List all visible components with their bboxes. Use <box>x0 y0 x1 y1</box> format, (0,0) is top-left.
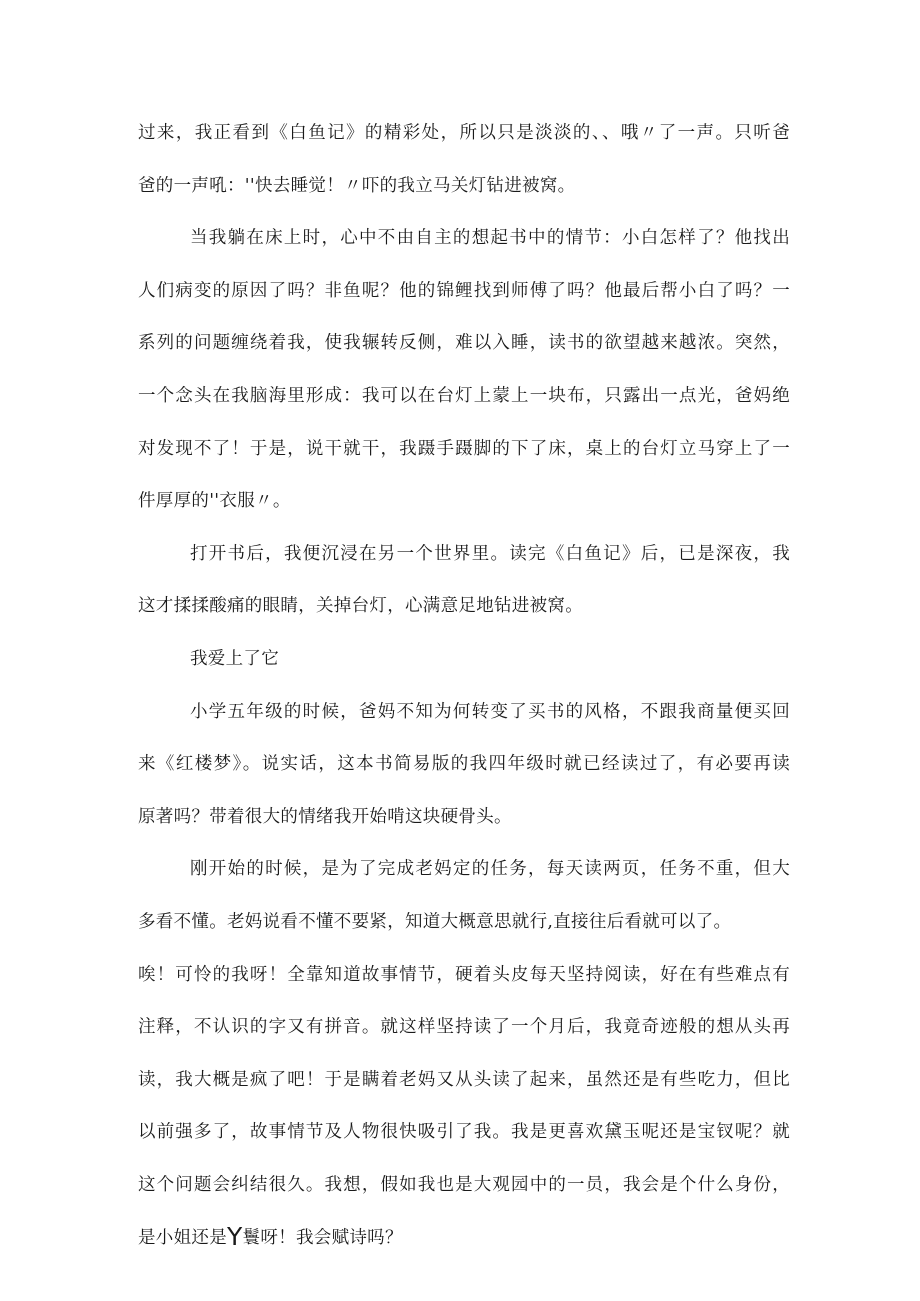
text-line: 人们病变的原因了吗？非鱼呢？他的锦鲤找到师傅了吗？他最后帮小白了吗？一 <box>138 280 790 301</box>
paragraph-first-line: 打开书后，我便沉浸在另一个世界里。读完《白鱼记》后，已是深夜，我 <box>190 543 790 564</box>
final-line-after: 鬟呀！我会赋诗吗？ <box>242 1228 403 1249</box>
text-line: 来《红楼梦》。说实话，这本书简易版的我四年级时就已经读过了，有必要再读 <box>138 754 790 775</box>
text-line: 件厚厚的''衣服〃。 <box>138 491 291 512</box>
text-line: 一个念头在我脑海里形成：我可以在台灯上蒙上一块布，只露出一点光，爸妈绝 <box>138 385 790 406</box>
text-line: 系列的问题缠绕着我，使我辗转反侧，难以入睡，读书的欲望越来越浓。突然， <box>138 333 790 354</box>
text-line: 这才揉揉酸痛的眼睛，关掉台灯，心满意足地钻进被窝。 <box>138 596 583 617</box>
text-line: 读，我大概是疯了吧！于是瞒着老妈又从头读了起来，虽然还是有些吃力，但比 <box>138 1069 790 1090</box>
paragraph-first-line: 当我躺在床上时，心中不由自主的想起书中的情节：小白怎样了？他找出 <box>190 228 790 249</box>
text-line: 多看不懂。老妈说看不懂不要紧，知道大概意思就行,直接往后看就可以了。 <box>138 911 732 932</box>
large-y-character: Y <box>227 1222 243 1252</box>
paragraph-first-line: 小学五年级的时候，爸妈不知为何转变了买书的风格，不跟我商量便买回 <box>190 701 790 722</box>
document-body <box>138 113 790 1270</box>
text-line: 这个问题会纠结很久。我想，假如我也是大观园中的一员，我会是个什么身份， <box>138 1174 790 1195</box>
final-text-line <box>138 1217 790 1270</box>
final-line-before: 是小姐还是 <box>138 1228 227 1249</box>
paragraph-first-line: 刚开始的时候，是为了完成老妈定的任务，每天读两页，任务不重，但大 <box>190 859 790 880</box>
text-line: 过来，我正看到《白鱼记》的精彩处，所以只是淡淡的、、哦〃了一声。只听爸 <box>138 123 790 143</box>
text-line: 原著吗？带着很大的情绪我开始啃这块硬骨头。 <box>138 806 512 827</box>
text-line: 以前强多了，故事情节及人物很快吸引了我。我是更喜欢黛玉呢还是宝钗呢？就 <box>138 1122 790 1143</box>
text-line: 爸的一声吼：''快去睡觉！〃吓的我立马关灯钻进被窝。 <box>138 175 576 196</box>
text-line: 唉！可怜的我呀！全靠知道故事情节，硬着头皮每天坚持阅读，好在有些难点有 <box>138 964 790 985</box>
section-heading: 我爱上了它 <box>190 648 279 669</box>
text-line: 对发现不了！于是，说干就干，我蹑手蹑脚的下了床，桌上的台灯立马穿上了一 <box>138 438 790 459</box>
text-line: 注释，不认识的字又有拼音。就这样坚持读了一个月后，我竟奇迹般的想从头再 <box>138 1017 790 1038</box>
